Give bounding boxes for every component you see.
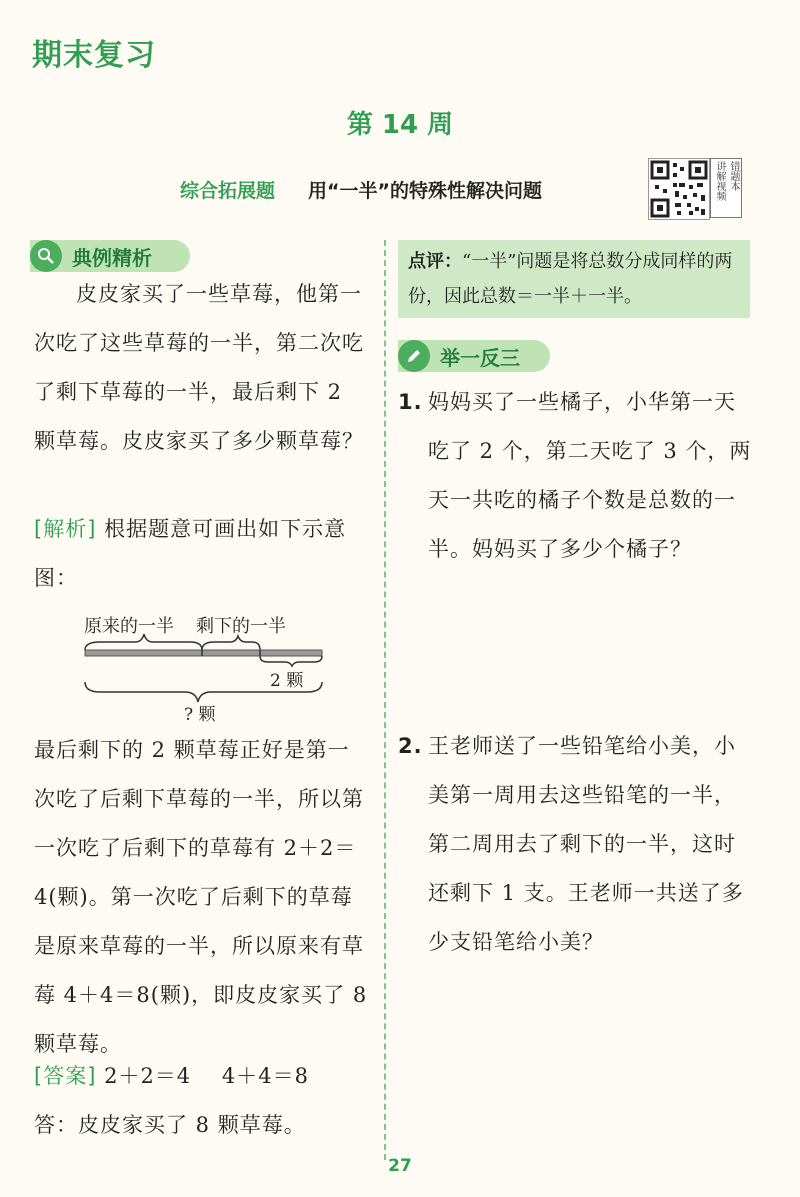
practice-badge (398, 340, 550, 372)
answer (34, 1052, 370, 1101)
example-badge (30, 240, 190, 272)
analysis-text: 根据题意可画出如下示意图： (34, 517, 347, 590)
analysis-label: [解析] (34, 517, 97, 541)
comment-box (398, 240, 750, 318)
diagram-label-remaining-half: 剩下的一半 (196, 616, 286, 637)
qr-label-errorbook: 错题本 (728, 161, 739, 191)
pencil-icon (398, 340, 430, 372)
practice-question-2 (398, 722, 754, 967)
diagram-label-original-half: 原来的一半 (84, 616, 174, 637)
topic-name: 用“一半”的特殊性解决问题 (308, 180, 542, 202)
answer-label: [答案] (34, 1064, 97, 1088)
comment-label: 点评： (408, 251, 462, 272)
diagram-label-two: 2 颗 (270, 671, 304, 691)
diagram-label-total: ? 颗 (184, 705, 216, 725)
page-number: 27 (388, 1156, 412, 1176)
qr-label (710, 158, 742, 218)
question-text: 王老师送了一些铅笔给小美，小美第一周用去这些铅笔的一半，第二周用去了剩下的一半，这时还剩下 1 支。王老师一共送了多少支铅笔给小美？ (428, 734, 744, 954)
question-number: 1. (398, 390, 423, 414)
answer-equation: 2＋2＝4 4＋4＝8 (104, 1064, 309, 1088)
magnifier-icon (30, 240, 62, 272)
question-number: 2. (398, 734, 423, 758)
analysis (34, 505, 370, 603)
week-title: 第 14 周 (346, 110, 454, 140)
topic-category: 综合拓展题 (180, 180, 276, 202)
column-divider (384, 240, 386, 1160)
comment-text: “一半”问题是将总数分成同样的两份，因此总数＝一半＋一半。 (408, 251, 733, 307)
explanation: 最后剩下的 2 颗草莓正好是第一次吃了后剩下草莓的一半，所以第一次吃了后剩下的草莓有 2＋2＝4(颗)。第一次吃了后剩下的草莓是原来草莓的一半，所以原来有草莓 4＋4＝8(颗)，即皮皮家买了 8 颗草莓。 (34, 738, 368, 1056)
practice-badge-label: 举一反三 (440, 345, 520, 370)
section-title: 期末复习 (32, 38, 156, 73)
final-answer: 答：皮皮家买了 8 颗草莓。 (34, 1113, 306, 1137)
example-problem: 皮皮家买了一些草莓，他第一次吃了这些草莓的一半，第二次吃了剩下草莓的一半，最后剩下 2 颗草莓。皮皮家买了多少颗草莓？ (34, 282, 364, 453)
half-diagram (80, 610, 330, 725)
qr-code-icon[interactable] (648, 158, 710, 220)
example-badge-label: 典例精析 (72, 245, 152, 270)
practice-question-1 (398, 378, 754, 574)
question-text: 妈妈买了一些橘子，小华第一天吃了 2 个，第二天吃了 3 个，两天一共吃的橘子个数是总数的一半。妈妈买了多少个橘子？ (428, 390, 752, 561)
qr-label-video: 讲解视频 (714, 161, 725, 201)
